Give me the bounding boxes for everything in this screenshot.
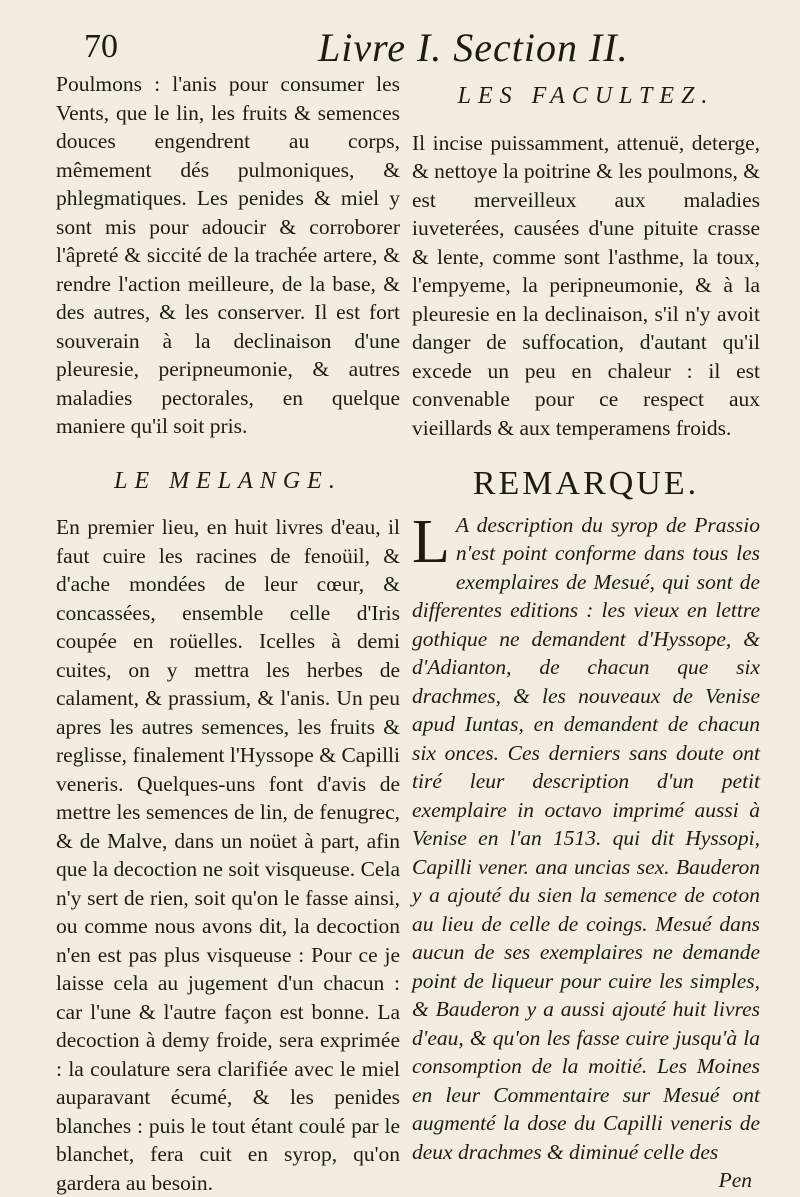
section-heading-melange: LE MELANGE. bbox=[114, 467, 342, 494]
remarque-text: A description du syrop de Prassio n'est point conforme dans tous les exemplaires de Mesué, qui sont de differentes editions : les vieux en lettre gothique ne demandent d'Hyssope, & d'Adianton, de chacun que six drachmes, & les nouveaux de Venise apud Iuntas, en demandent de chacun six onces. Ces derniers sans doute ont tiré leur description d'un petit exemplaire in octavo imprimé aussi à Venise en l'an 1513. qui dit Hyssopi, Capilli vener. ana uncias sex. Bauderon y a ajouté du sien la semence de coton au lieu de celle de coings. Mesué dans aucun de ses exemplaires ne demande point de liqueur pour cuire les simples, & Bauderon y a aussi ajouté huit livres d'eau, & qu'on les fasse cuire jusqu'à la consomption de la moitié. Les Moines en leur Commentaire sur Mesué ont augmenté la dose du Capilli veneris de deux drachmes & diminué celle des bbox=[412, 512, 760, 1164]
page-header bbox=[0, 14, 800, 74]
left-column bbox=[56, 70, 400, 1197]
right-paragraph-2 bbox=[412, 507, 760, 1167]
left-paragraph-1: Poulmons : l'anis pour consumer les Vents, que le lin, les fruits & semences douces engendrent au corps, mêmement dés pulmoniques, & phlegmatiques. Les penides & miel y sont mis pour adoucir & corroborer l'âpreté & siccité de la trachée artere, & rendre l'action meilleure, de la base, & des autres, & les conserver. Il est fort souverain à la declinaison d'une pleuresie, peripneumonie, & autres maladies pectorales, en quelque maniere qu'il soit pris. bbox=[56, 72, 400, 438]
running-title: Livre I. Section II. bbox=[318, 25, 629, 70]
left-paragraph-2: En premier lieu, en huit livres d'eau, il faut cuire les racines de fenoüil, & d'ache mondées de leur cœur, & concassées, ensemble celle d'Iris coupée en roüelles. Icelles à demi cuites, on y mettra les herbes de calament, & prassium, & l'anis. Un peu apres les autres semences, les fruits & reglisse, finalement l'Hyssope & Capilli veneris. Quelques-uns font d'avis de mettre les semences de lin, de fenugrec, & de Malve, dans un noüet à part, afin que la decoction ne soit visqueuse. Cela n'y sert de rien, soit qu'on le fasse ainsi, ou comme nous avons dit, la decoction n'en est pas plus visqueuse : Pour ce je laisse cela au jugement d'un chacun : car l'une & l'autre façon est bonne. La decoction à demy froide, sera exprimée : la coulature sera clarifiée avec le miel auparavant écumé, & les penides blanches : puis le tout étant coulé par le blanchet, fera cuit en syrop, qu'on gardera au besoin. bbox=[56, 515, 400, 1195]
right-column bbox=[412, 70, 760, 1195]
right-paragraph-1: Il incise puissamment, attenuë, deterge, & nettoye la poitrine & les poulmons, & est merveilleux aux maladies iuveterées, causées d'une pituite crasse & lente, comme sont l'asthme, la toux, l'empyeme, la peripneumonie, & à la pleuresie en la declinaison, s'il n'y avoit danger de suffocation, d'autant qu'il excede un peu en chaleur : il est convenable pour ce respect aux vieillards & aux temperamens froids. bbox=[412, 130, 760, 440]
drop-cap: L bbox=[412, 507, 450, 576]
page-number: 70 bbox=[84, 28, 118, 65]
remarque-heading: REMARQUE. bbox=[472, 465, 700, 502]
catchword: Pen bbox=[718, 1168, 752, 1192]
section-heading-facultez: LES FACULTEZ. bbox=[457, 83, 715, 109]
